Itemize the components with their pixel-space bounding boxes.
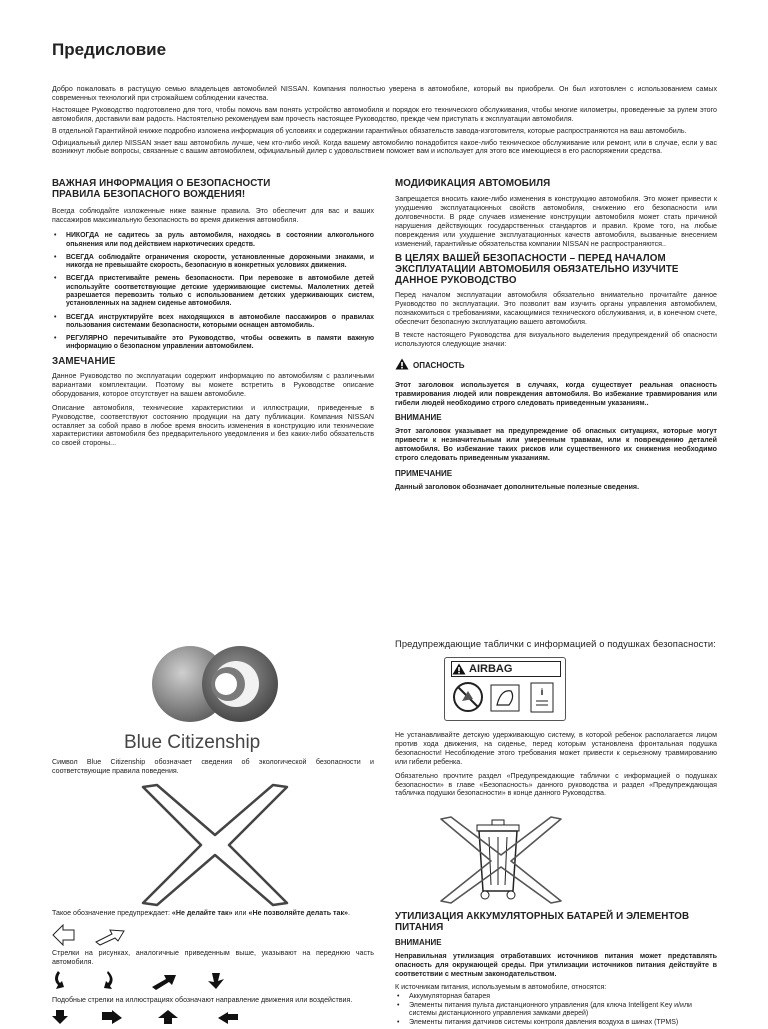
warning-triangle-icon	[452, 663, 466, 675]
airbag-pictograms-icon	[451, 679, 559, 716]
airbag-label-plate	[444, 657, 566, 721]
danger-label-row	[395, 357, 717, 375]
logo-circles-icon	[118, 640, 313, 740]
right-column	[395, 178, 717, 492]
airbag-text	[395, 731, 717, 798]
arrow-left-icon	[218, 1012, 238, 1024]
warning-label: ВНИМАНИЕ	[395, 413, 442, 423]
airbag-heading: Предупреждающие таблички с информацией о подушках безопасности:	[395, 638, 716, 649]
svg-text:i: i	[540, 687, 544, 697]
list-item: • НИКОГДА не садитесь за руль автомобиля, находясь в состоянии алкогольного опьянения или под действием наркотических средств.	[52, 232, 374, 249]
curved-arrow-icon	[104, 971, 113, 989]
arrow-right-icon	[102, 1010, 122, 1024]
battery-heading: УТИЛИЗАЦИЯ АККУМУЛЯТОРНЫХ БАТАРЕЙ И ЭЛЕМЕНТОВ ПИТАНИЯ	[395, 911, 690, 934]
read-manual-text: Перед началом эксплуатации автомобиля обязательно внимательно прочитайте данное Руководство по эксплуатации. Это позволит вам изучить органы управления автомобилем, познакомиться с требованиями, касающимися технического обслуживания, и, в конечном счете, обеспечит безопасную эксплуатацию вашего автомобиля.	[395, 291, 717, 326]
intro-paragraph: Официальный дилер NISSAN знает ваш автомобиль лучше, чем кто-либо иной. Когда вашему автомобилю понадобится какое-либо техническое обслуживание или ремонт, или в случае, если у вас возникнут любые вопросы, связанные с вашим автомобилем, официальный дилер с удовольствием поможет вам и использует для этого все имеющиеся в его распоряжении средства.	[52, 138, 717, 156]
arrow-diagonal-icon	[152, 975, 176, 990]
arrow-diagonal-outline-icon	[96, 930, 124, 945]
x-caption: Такое обозначение предупреждает: «Не делайте так» или «Не позволяйте делать так».	[52, 909, 350, 917]
do-not-x-icon	[137, 783, 293, 907]
intro-paragraph: Настоящее Руководство подготовлено для того, чтобы помочь вам понять устройство автомобиля и порядок его технического обслуживания, чтобы многие километры, проведенные за рулем этого автомобиля, доставили вам радость. Настоятельно рекомендуем вам прочесть настоящее Руководство, прежде чем приступать к эксплуатации автомобиля.	[52, 105, 717, 123]
read-manual-text: В тексте настоящего Руководства для визуального выделения предупреждений об опасности используются следующие значки:	[395, 330, 717, 348]
arrow-up-icon	[158, 1010, 178, 1024]
motion-arrows	[52, 969, 252, 996]
battery-list	[395, 993, 717, 1028]
list-item: • РЕГУЛЯРНО перечитывайте это Руководство, чтобы освежить в памяти важную информацию о безопасном управлении автомобилем.	[52, 335, 374, 352]
remark-text: Данный заголовок обозначает дополнительные полезные сведения.	[395, 483, 640, 492]
battery-section	[395, 911, 717, 1028]
front-arrows	[52, 924, 132, 951]
read-manual-heading: В ЦЕЛЯХ ВАШЕЙ БЕЗОПАСНОСТИ – ПЕРЕД НАЧАЛОМ ЭКСПЛУАТАЦИИ АВТОМОБИЛЯ ОБЯЗАТЕЛЬНО ИЗУЧИТЕ ДАННОЕ РУКОВОДСТВО	[395, 252, 679, 287]
battery-list-intro: К источникам питания, используемым в автомобиле, относятся:	[395, 983, 607, 992]
battery-warning-label: ВНИМАНИЕ	[395, 938, 442, 948]
list-item: • Аккумуляторная батарея	[395, 993, 717, 1002]
airbag-paragraph: Обязательно прочтите раздел «Предупреждающие таблички с информацией о подушках безопасности» в главе «Безопасность» данного руководства и раздел «Предупреждающая табличка подушки безопасности» в конце данного Руководства.	[395, 771, 717, 798]
list-item: • ВСЕГДА пристегивайте ремень безопасности. При перевозке в автомобиле детей используйте соответствующие детские удерживающие системы. Малолетних детей разрешается перевозить только с использованием детских удерживающих систем, установленных на заднем сиденье автомобиля.	[52, 275, 374, 308]
safety-rules-list	[52, 232, 374, 352]
list-item: • Элементы питания датчиков системы контроля давления воздуха в шинах (TPMS)	[395, 1019, 717, 1028]
intro-paragraph: В отдельной Гарантийной книжке подробно изложена информация об условиях и содержании гарантийных обязательств завода-изготовителя, которые распространяются на ваш автомобиль.	[52, 126, 687, 135]
modification-heading: МОДИФИКАЦИЯ АВТОМОБИЛЯ	[395, 178, 551, 189]
remark-label: ПРИМЕЧАНИЕ	[395, 469, 453, 479]
page-title: Предисловие	[52, 40, 167, 59]
arrows2-caption: Подобные стрелки на иллюстрациях обозначают направление движения или воздействия.	[52, 996, 353, 1004]
note-paragraph: Описание автомобиля, технические характеристики и иллюстрации, приведенные в Руководстве, соответствуют состоянию продукции на дату публикации. Компания NISSAN оставляет за собой право в любое время вносить изменения в конструкцию или технические характеристики автомобиля без предварительного уведомления и без каких-либо обязательств со своей стороны...	[52, 403, 374, 448]
airbag-paragraph: Не устанавливайте детскую удерживающую систему, в которой ребенок располагается лицом против хода движения, на сиденье, перед которым установлена фронтальная подушка безопасности! Несоблюдение этого требования может привести к серьезному травмированию или гибели ребенка.	[395, 731, 717, 766]
airbag-label: AIRBAG	[469, 663, 513, 675]
note-heading: ЗАМЕЧАНИЕ	[52, 355, 116, 367]
left-column	[52, 178, 374, 448]
modification-text: Запрещается вносить какие-либо изменения в конструкцию автомобиля. Это может привести к ухудшению эксплуатационных свойств автомобиля, снижению его безопасности или долговечности. В ряде случаев изменение конструкции автомобиля может стать причиной нарушения действующих государственных стандартов и правил. Кроме того, на любые повреждения или ухудшение эксплуатационных качеств автомобиля, вызванные внесением изменений, гарантийные обязательства компании NISSAN не распространяются..	[395, 195, 717, 248]
logo-caption: Символ Blue Citizenship обозначает сведения об экологической безопасности и соответствующие правила поведения.	[52, 758, 374, 775]
safety-heading: ВАЖНАЯ ИНФОРМАЦИЯ О БЕЗОПАСНОСТИ ПРАВИЛА БЕЗОПАСНОГО ВОЖДЕНИЯ!	[52, 178, 271, 201]
blue-citizenship-logo	[118, 640, 313, 758]
danger-text: Этот заголовок используется в случаях, когда существует реальная опасность травмирования людей или повреждения автомобиля. Во избежание травмирования или гибели людей необходимо строго следовать приведенным указаниям..	[395, 380, 717, 407]
list-item: • Элементы питания пульта дистанционного управления (для ключа Intelligent Key и/или системы дистанционного управления замками дверей)	[395, 1002, 717, 1019]
list-item: • ВСЕГДА соблюдайте ограничения скорости, установленные дорожными знаками, и никогда не превышайте скорость, безопасную в конкретных условиях движения.	[52, 254, 374, 271]
intro-section	[52, 85, 717, 156]
arrows-caption: Стрелки на рисунках, аналогичные приведенным выше, указывают на переднюю часть автомобиля.	[52, 949, 374, 966]
crossed-bin-icon	[437, 815, 567, 905]
warning-text: Этот заголовок указывает на предупреждение об опасных ситуациях, которые могут привести к незначительным или умеренным травмам, или к повреждению деталей автомобиля. Во избежание таких рисков или существенного их снижения необходимо строго следовать приведенным указаниям.	[395, 427, 717, 463]
arrow-diagonal-icon	[208, 973, 224, 989]
note-paragraph: Данное Руководство по эксплуатации содержит информацию по автомобилям с различными вариантами комплектации. Поэтому вы можете встретить в Руководстве описание оборудования, которое отсутствует на вашем автомобиле.	[52, 371, 374, 398]
logo-text: Blue Citizenship	[124, 732, 261, 753]
safety-text: Всегда соблюдайте изложенные ниже важные правила. Это обеспечит для вас и ваших пассажиров максимальную безопасность во время движения автомобиля.	[52, 207, 374, 225]
arrow-left-outline-icon	[53, 925, 74, 945]
intro-paragraph: Добро пожаловать в растущую семью владельцев автомобилей NISSAN. Компания полностью уверена в автомобиле, который вы приобрели. Он был изготовлен с использованием самых современных технологий при строжайшем соблюдении качества.	[52, 85, 717, 102]
warning-triangle-icon	[395, 357, 409, 375]
airbag-banner	[451, 661, 561, 677]
danger-label: ОПАСНОСТЬ	[413, 361, 465, 371]
battery-warning-text: Неправильная утилизация отработавших источников питания может представлять опасность для окружающей среды. При утилизации источников питания действуйте в соответствии с местным законодательством.	[395, 952, 717, 979]
block-arrows	[52, 1010, 242, 1029]
curved-arrow-icon	[55, 971, 64, 989]
arrow-down-icon	[52, 1010, 68, 1024]
list-item: • ВСЕГДА инструктируйте всех находящихся в автомобиле пассажиров о правилах пользования системами безопасности, которыми оснащен автомобиль.	[52, 314, 374, 331]
